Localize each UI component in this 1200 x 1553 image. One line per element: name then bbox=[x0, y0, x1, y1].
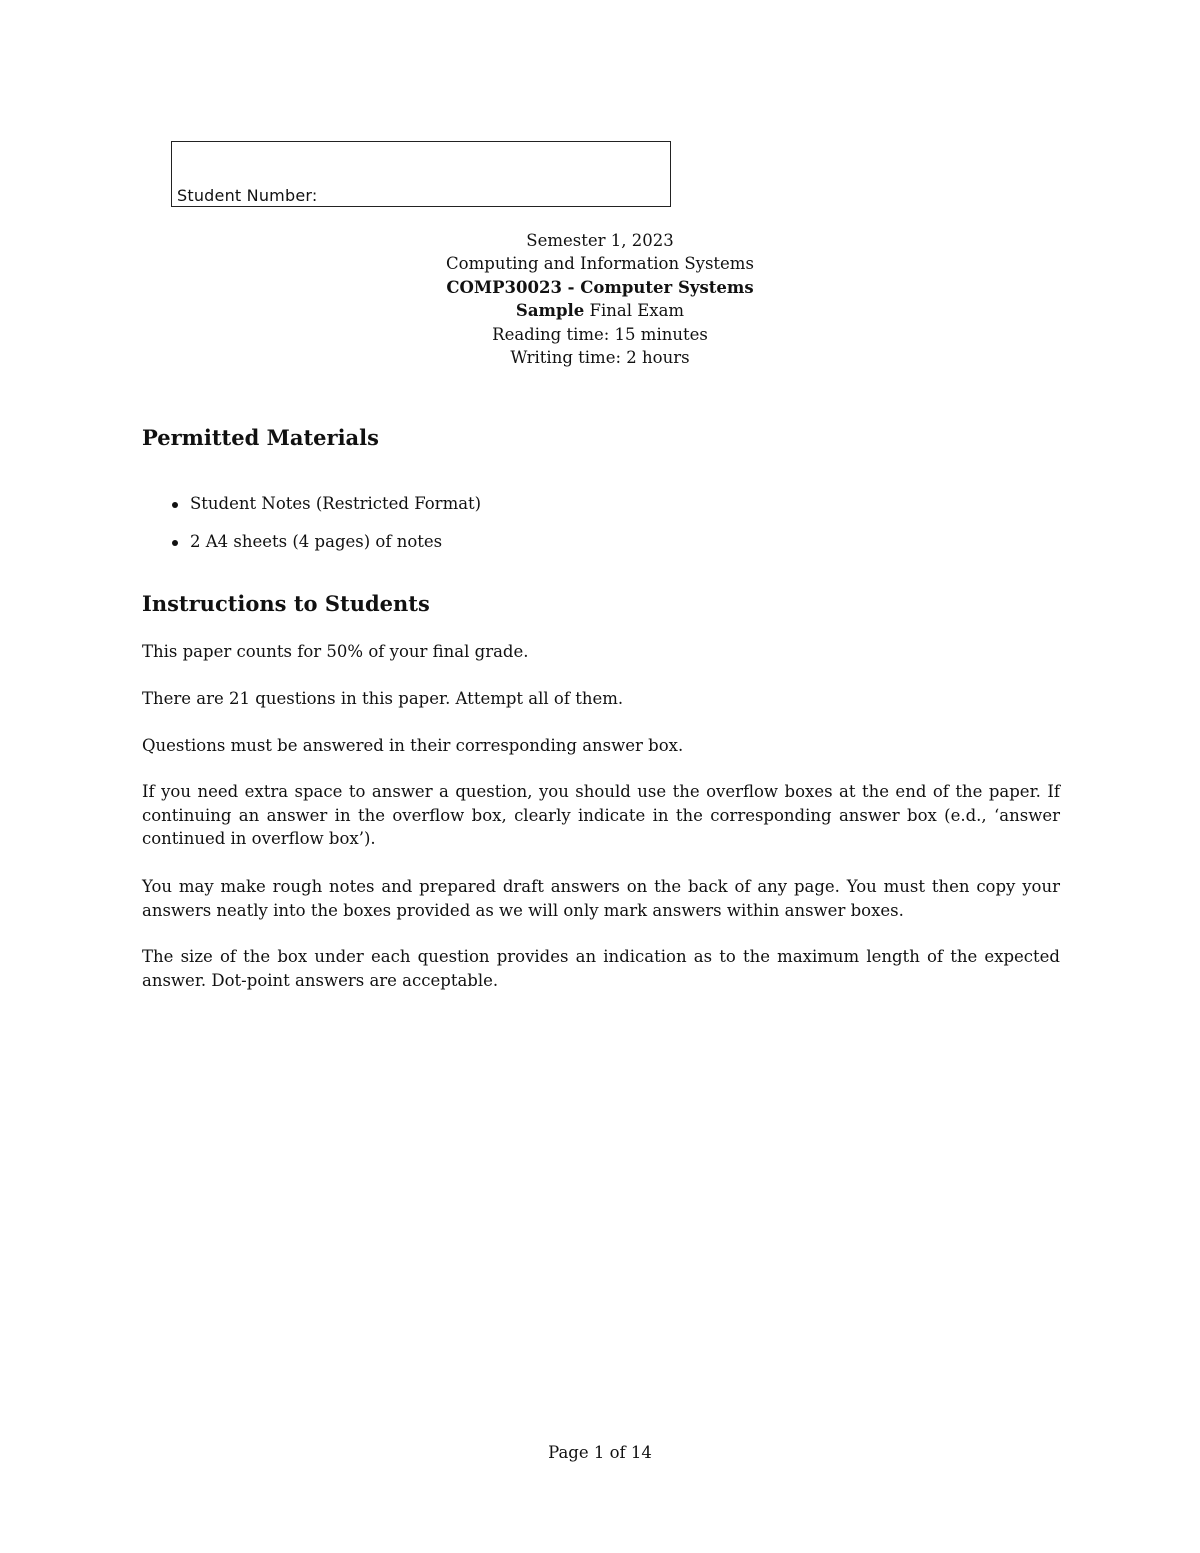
list-item: Student Notes (Restricted Format) bbox=[170, 493, 481, 531]
page-number: Page 1 of 14 bbox=[548, 1443, 652, 1462]
permitted-materials-heading: Permitted Materials bbox=[142, 425, 379, 450]
instruction-paragraph: Questions must be answered in their corresponding answer box. bbox=[142, 736, 684, 755]
exam-header bbox=[0, 229, 1200, 369]
list-item: 2 A4 sheets (4 pages) of notes bbox=[170, 531, 481, 569]
exam-type-line bbox=[0, 299, 1200, 322]
student-number-box[interactable] bbox=[171, 141, 671, 207]
instruction-paragraph: The size of the box under each question provides an indication as to the maximum length of the expected answer. Dot-point answers are acceptable. bbox=[142, 947, 1060, 990]
semester-line: Semester 1, 2023 bbox=[526, 231, 674, 250]
instruction-paragraph: There are 21 questions in this paper. Attempt all of them. bbox=[142, 689, 624, 708]
instruction-paragraph: You may make rough notes and prepared draft answers on the back of any page. You must then copy your answers neatly into the boxes provided as we will only mark answers within answer boxes. bbox=[142, 877, 1060, 920]
exam-type-rest: Final Exam bbox=[584, 301, 685, 321]
writing-time-line: Writing time: 2 hours bbox=[510, 348, 690, 368]
reading-time-line: Reading time: 15 minutes bbox=[492, 324, 708, 344]
permitted-materials-list bbox=[170, 493, 481, 569]
student-number-label: Student Number: bbox=[177, 186, 318, 205]
instructions-heading: Instructions to Students bbox=[142, 591, 430, 616]
instruction-paragraph: If you need extra space to answer a question, you should use the overflow boxes at the end of the paper. If continuing an answer in the overflow box, clearly indicate in the corresponding answer box (e.d., ‘answer continued in overflow box’). bbox=[142, 782, 1060, 848]
department-line: Computing and Information Systems bbox=[446, 254, 754, 274]
course-title: COMP30023 - Computer Systems bbox=[446, 277, 754, 297]
exam-type-bold: Sample bbox=[515, 301, 585, 321]
instruction-paragraph: This paper counts for 50% of your final grade. bbox=[142, 642, 529, 661]
